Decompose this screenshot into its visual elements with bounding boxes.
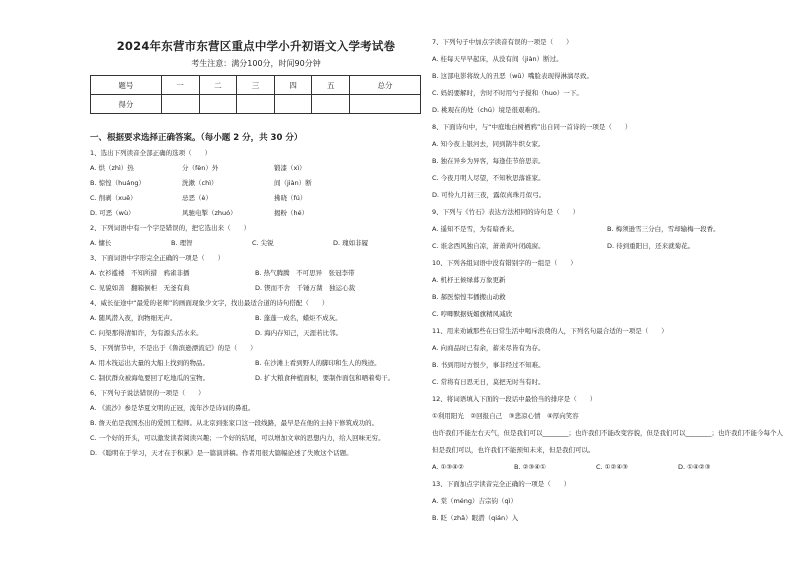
exam-title: 2024年东营市东营区重点中学小升初语文入学考试卷 xyxy=(116,39,396,53)
question-stem: 10、下列各组词语中没有错别字的一组是（ ） xyxy=(432,259,577,267)
answer-option[interactable]: B. 这部电影将故人的丑恶（wū）嘴脸表现得淋漓尽致。 xyxy=(432,72,594,80)
answer-option[interactable]: A. 用木筏运出大量的大船上找到的物品。 xyxy=(90,359,209,367)
answer-option[interactable]: C. ①②④③ xyxy=(596,463,628,471)
answer-option[interactable]: D. 可怜九月初三夜，露似真珠月似弓。 xyxy=(432,191,546,199)
score-input-cell[interactable] xyxy=(312,95,350,114)
score-cell: 四 xyxy=(274,76,312,95)
answer-option[interactable]: 间（jiàn）断 xyxy=(274,179,312,187)
answer-option[interactable]: A. 知今夜上银河去，同到鹊牛织女家。 xyxy=(432,140,545,148)
answer-option[interactable]: B. 郝医惊惶韦播搬山动救 xyxy=(432,293,506,301)
question-stem: 6、下列句子说法错误的一项是（ ） xyxy=(90,389,205,397)
answer-option[interactable]: B. 梅须逊雪三分白，雪却输梅一段香。 xyxy=(607,225,720,233)
answer-option[interactable]: A. 机杼王候绿暮万象更新 xyxy=(432,276,506,284)
answer-option[interactable]: C. 今夜月明人尽望，不知秋思落谁家。 xyxy=(432,174,545,182)
answer-option[interactable]: C. 一个好的开头，可以激发读者阅读兴趣；一个好的结尾，可以增加文章的思想内力，给人回味无穷。 xyxy=(90,434,385,442)
score-input-cell[interactable] xyxy=(237,95,275,114)
question-stem: 9、下列与《竹石》表达方法相同的诗句是（ ） xyxy=(432,208,580,216)
score-cell: 总分 xyxy=(350,76,421,95)
score-table-score-row xyxy=(91,95,421,114)
answer-option[interactable]: D. 海内存知己，天涯若比邻。 xyxy=(255,329,343,337)
score-table-header-row xyxy=(91,76,421,95)
score-table xyxy=(90,75,421,114)
answer-option[interactable]: B. 蓬蓬一成名，蜡炬不成灰。 xyxy=(255,314,342,322)
answer-option[interactable]: D. 待到重阳日，还来就菊花。 xyxy=(607,242,695,250)
option-row xyxy=(432,463,782,472)
answer-option[interactable]: C. 问渠那得清如许，为有源头活水来。 xyxy=(90,329,203,337)
score-cell: 得分 xyxy=(91,95,162,114)
option-row xyxy=(432,225,782,234)
question-stem: 7、下列句子中加点字读音有误的一项是（ ） xyxy=(432,38,573,46)
score-cell: 题号 xyxy=(91,76,162,95)
option-row xyxy=(90,359,426,368)
answer-option[interactable]: A. 随风潜入夜，润物细无声。 xyxy=(90,314,177,322)
answer-option[interactable]: 锻漆（xì） xyxy=(274,164,306,172)
question-stem: 12、将词语填入下面的一段话中最恰当的排序是（ ） xyxy=(432,395,597,403)
answer-option[interactable]: D. 锲而不舍 千锤万凿 独运心裁 xyxy=(255,284,356,292)
answer-option[interactable]: B. ②③④① xyxy=(514,463,546,471)
answer-option[interactable]: D. 瑰如非履 xyxy=(333,239,369,247)
answer-option[interactable]: A. 向商品时已有余，蓄来尽皆有为存。 xyxy=(432,344,545,352)
option-row xyxy=(432,242,782,251)
left-question-list xyxy=(86,149,426,458)
option-row xyxy=(90,194,426,203)
score-input-cell[interactable] xyxy=(199,95,237,114)
question-stem: 2、下列词语中有一个字是错误的，把它选出来（ ） xyxy=(90,224,251,232)
score-cell: 一 xyxy=(161,76,199,95)
question-stem: 5、下列情节中，不是出于《鲁滨逊漂流记》的是（ ） xyxy=(90,344,257,352)
answer-option[interactable]: A. 慵长 xyxy=(90,239,112,247)
answer-option[interactable]: D. 《聪明在于学习，天才在于积累》是一篇演讲稿。作者用很大篇幅论述了失败这个话题。 xyxy=(90,449,353,457)
score-cell: 二 xyxy=(199,76,237,95)
option-row xyxy=(90,209,426,218)
left-column xyxy=(86,38,426,464)
answer-option[interactable]: C. 妈妈要解时，舍时不时用勺子搅和（huo）一下。 xyxy=(432,89,583,97)
answer-option[interactable]: B. 詹天佑是我国杰出的爱国工程师。从北京到张家口这一段线路，最早是在他的主持下修筑成功的。 xyxy=(90,419,379,427)
answer-option[interactable]: B. 书到用时方恨少，事非经过不知难。 xyxy=(432,361,545,369)
option-row xyxy=(90,374,426,383)
right-column xyxy=(432,38,782,531)
answer-option[interactable]: C. 哼唧默据妩媚旗精风减欣 xyxy=(432,310,513,318)
answer-option[interactable]: A. ①③④② xyxy=(432,463,464,471)
score-input-cell[interactable] xyxy=(350,95,421,114)
answer-option[interactable]: B. 眨（zhǎ）眼潜（qián）入 xyxy=(432,514,519,522)
answer-option[interactable]: A. 棠（méng）吉宗钧（qì） xyxy=(432,497,517,505)
option-row xyxy=(90,269,426,278)
answer-option[interactable]: B. 理智 xyxy=(171,239,193,247)
answer-option[interactable]: D. 扩大粮食种植面积，要制作面包和晒着萄干。 xyxy=(255,374,395,382)
answer-option[interactable]: B. 惊惶（huáng） xyxy=(90,179,146,187)
answer-option[interactable]: C. 常将有日思无日，莫把无时当有时。 xyxy=(432,378,545,386)
answer-option[interactable]: B. 热气腾腾 不可思异 张冠李带 xyxy=(255,269,355,277)
answer-option[interactable]: C. 谁念西风独自凉，萧萧黄叶闭疏窗。 xyxy=(432,242,545,250)
question-stem: 4、威长征途中“最爱的老师”的画面现象少文字，找出最适合道的诗句搭配（ ） xyxy=(90,299,329,307)
answer-option[interactable]: 拂晓（fú） xyxy=(274,194,307,202)
answer-option[interactable]: A. 烘（zhì）热 xyxy=(90,164,134,172)
answer-option[interactable]: A. 衣衫褴褛 不知所措 鸦雀非播 xyxy=(90,269,190,277)
right-question-list xyxy=(432,38,782,523)
question-stem: 3、下面词语中字形完全正确的一项是（ ） xyxy=(90,254,225,262)
option-row xyxy=(90,239,426,248)
score-input-cell[interactable] xyxy=(161,95,199,114)
answer-option[interactable]: A. 遥知不是雪，为有暗香来。 xyxy=(432,225,519,233)
option-row xyxy=(90,164,426,173)
answer-option[interactable]: C. 见貌如善 翻箱倒柜 无釜有典 xyxy=(90,284,190,292)
option-row xyxy=(90,314,426,323)
answer-option[interactable]: C. 削剥（xuē） xyxy=(90,194,137,202)
option-row xyxy=(90,179,426,188)
option-row xyxy=(90,284,426,293)
question-stem: 8、下面诗句中，与“中庭地白树栖鸦”出自同一首诗的一项是（ ） xyxy=(432,123,632,131)
answer-option[interactable]: B. 独在异乡为异客，每逢佳节倍思亲。 xyxy=(432,157,545,165)
answer-option[interactable]: 但是我们可以，也许我们不能预知未来，但是我们可以。 xyxy=(432,446,595,454)
answer-option[interactable]: D. 桃观在的处（chū）境是很艰难的。 xyxy=(432,106,544,114)
answer-option[interactable]: A. 《流沙》参是华夏文明的正冠，流年沙是诗词的鼻祖。 xyxy=(90,404,255,412)
question-stem: 11、用来劝诫那些在日常生活中喝斥浪费的人，下列名句最合适的一项是（ ） xyxy=(432,327,668,335)
answer-option[interactable]: 分（fèn）外 xyxy=(182,164,219,172)
answer-option[interactable]: C. 制伏群众被海龟要回了吃地瓜的宝物。 xyxy=(90,374,210,382)
answer-option[interactable]: C. 尖锐 xyxy=(252,239,274,247)
answer-option[interactable]: D. ①④②③ xyxy=(678,463,711,471)
answer-option[interactable]: B. 在沙滩上看到野人的脚印和生人的残迹。 xyxy=(255,359,381,367)
answer-option[interactable]: 揭粉（hé） xyxy=(274,209,309,217)
score-input-cell[interactable] xyxy=(274,95,312,114)
answer-option[interactable]: 风驰电掣（zhuó） xyxy=(182,209,237,217)
option-row xyxy=(90,329,426,338)
answer-option[interactable]: 忌恶（è） xyxy=(182,194,212,202)
answer-option[interactable]: 洗漱（chì） xyxy=(182,179,218,187)
answer-option[interactable]: A. 桂每天早早起床，从没有间（jiàn）断过。 xyxy=(432,55,563,63)
answer-option[interactable]: 也许我们不能左右天气，但是我们可以________；也许我们不能改变容貌，但是我们可以________；也许我们不能今每个人 xyxy=(432,429,783,437)
section-heading: 一、根据要求选择正确答案。（每小题 2 分，共 30 分） xyxy=(90,133,303,143)
exam-notice: 考生注意：满分100分，时间90分钟 xyxy=(191,59,321,68)
answer-option[interactable]: ①利用阳光 ②回报自己 ③悲凉心情 ④厚向笑容 xyxy=(432,412,579,420)
score-cell: 三 xyxy=(237,76,275,95)
question-stem: 13、下面加点字读音完全正确的一项是（ ） xyxy=(432,480,571,488)
answer-option[interactable]: D. 可恶（wù） xyxy=(90,209,135,217)
score-cell: 五 xyxy=(312,76,350,95)
question-stem: 1、选出下列读音全部正确的选项（ ） xyxy=(90,149,212,157)
